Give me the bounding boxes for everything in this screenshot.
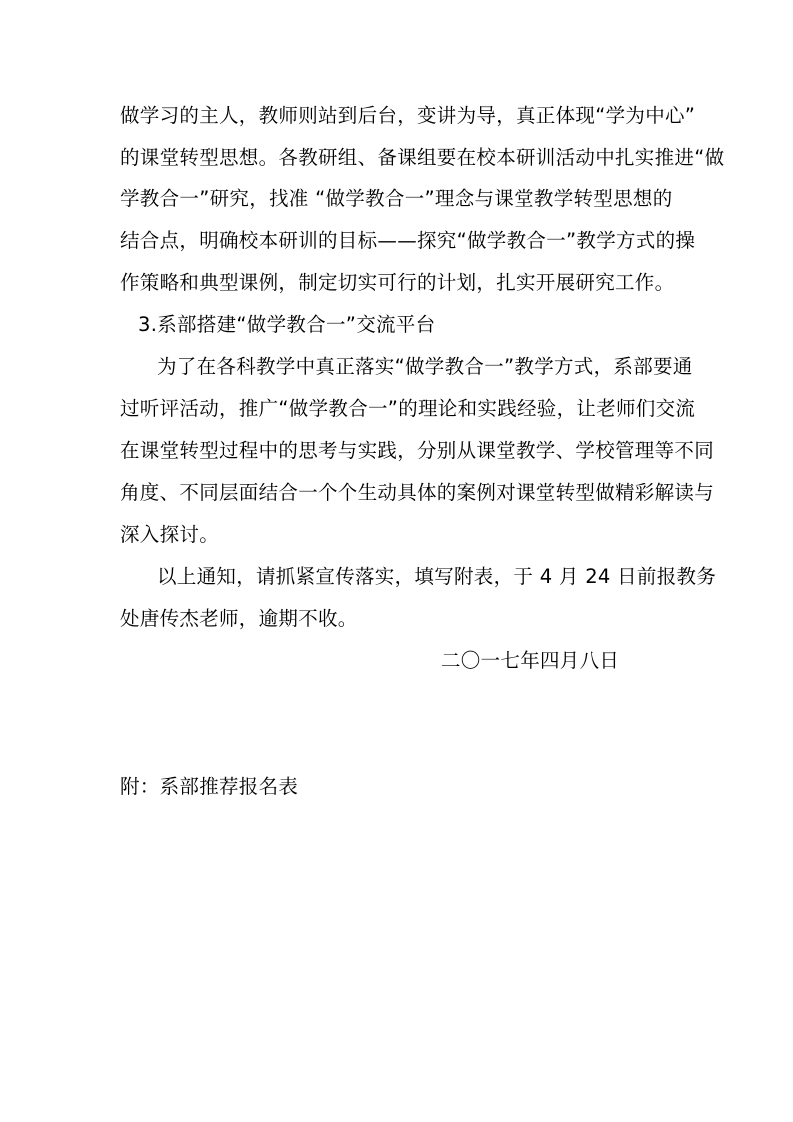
body-text-line: 过听评活动，推广“做学教合一”的理论和实践经验，让老师们交流 [120, 397, 696, 420]
attachment-note: 附：系部推荐报名表 [120, 775, 299, 798]
body-text-line: 为了在各科教学中真正落实“做学教合一”教学方式，系部要通 [157, 355, 693, 378]
body-text-line: 学教合一”研究，找准 “做学教合一”理念与课堂教学转型思想的 [120, 187, 673, 210]
body-text-line: 以上通知，请抓紧宣传落实，填写附表，于 4 月 24 日前报教务 [157, 565, 717, 588]
body-text-line: 结合点，明确校本研训的目标——探究“做学教合一”教学方式的操 [120, 229, 696, 252]
body-text-line: 做学习的主人，教师则站到后台，变讲为导，真正体现“学为中心” [120, 104, 696, 127]
body-text-line: 作策略和典型课例，制定切实可行的计划，扎实开展研究工作。 [120, 271, 675, 294]
body-text-line: 处唐传杰老师，逾期不收。 [120, 607, 358, 630]
body-text-line: 角度、不同层面结合一个个生动具体的案例对课堂转型做精彩解读与 [120, 481, 715, 504]
section-heading: 3.系部搭建“做学教合一”交流平台 [138, 313, 436, 336]
document-date: 二〇一七年四月八日 [441, 649, 620, 672]
body-text-line: 深入探讨。 [120, 523, 220, 546]
body-text-line: 在课堂转型过程中的思考与实践，分别从课堂教学、学校管理等不同 [120, 439, 715, 462]
body-text-line: 的课堂转型思想。各教研组、备课组要在校本研训活动中扎实推进“做 [120, 146, 725, 169]
